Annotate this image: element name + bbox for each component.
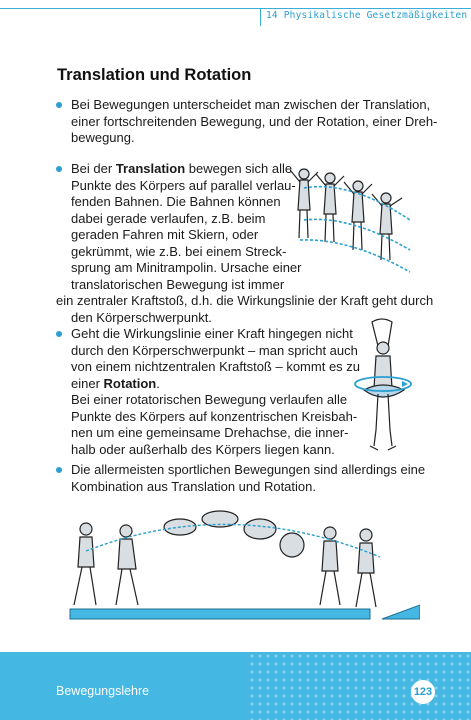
footer-label: Bewegungslehre <box>56 684 150 698</box>
text-line: translatorischen Bewegung ist immer <box>71 276 285 292</box>
text-line: einer fortschreitenden Bewegung, und der Rotation, einer Dreh- <box>71 113 438 129</box>
rotation-arrow-icon <box>402 381 408 387</box>
text-span: bewegen sich alle <box>185 161 293 176</box>
chapter-title: 14 Physikalische Gesetzmäßigkeiten <box>266 10 468 21</box>
section-title: Translation und Rotation <box>57 66 252 84</box>
chapter-header <box>0 0 471 30</box>
text-line: dabei gerade verlaufen, z.B. beim <box>71 210 266 226</box>
text-line: Bei einer rotatorischen Bewegung verlaufen alle <box>71 392 348 407</box>
text-line: fenden Bahnen. Die Bahnen können <box>71 194 281 209</box>
bullet-dot-icon <box>56 166 62 172</box>
text-line: bewegung. <box>71 130 135 145</box>
somersault-sequence-illustration <box>60 505 420 625</box>
text-line <box>71 376 360 393</box>
term-rotation: Rotation <box>103 375 157 391</box>
text-span: einer <box>71 375 104 391</box>
term-translation: Translation <box>115 161 186 176</box>
text-line: Die allermeisten sportlichen Bewegungen sind allerdings eine <box>71 462 426 477</box>
header-divider <box>260 8 261 26</box>
text-line: Geht die Wirkungslinie einer Kraft hingegen nicht <box>71 326 353 341</box>
text-line: durch den Körperschwerpunkt – man spricht auch <box>71 342 358 358</box>
text-line: nen um eine gemeinsame Drehachse, die inner- <box>71 425 349 440</box>
text-line: von einem nichtzentralen Kraftstoß – kommt es zu <box>71 359 361 374</box>
text-line: geraden Fahren mit Skiern, oder <box>71 227 259 242</box>
bullet-dot-icon <box>56 102 62 108</box>
page-number: 123 <box>411 680 435 704</box>
bullet-dot-icon <box>56 467 62 473</box>
text-span: Bei der <box>71 161 116 176</box>
text-line: Punkte des Körpers auf konzentrischen Kreisbah- <box>71 408 358 424</box>
text-line: halb oder außerhalb des Körpers liegen kann. <box>71 441 335 457</box>
text-line: Bei Bewegungen unterscheidet man zwischen der Translation, <box>71 97 431 112</box>
text-line: Kombination aus Translation und Rotation. <box>71 478 316 494</box>
text-span: . <box>156 375 160 391</box>
header-line <box>0 8 471 9</box>
text-line: ein zentraler Kraftstoß, d.h. die Wirkungslinie der Kraft geht durch <box>56 293 434 308</box>
text-line: gekrümmt, wie z.B. bei einem Streck- <box>71 243 287 259</box>
text-line: Punkte des Körpers auf parallel verlau- <box>71 177 296 193</box>
rotation-pirouette-illustration <box>348 318 418 458</box>
text-line: den Körperschwerpunkt. <box>71 309 212 325</box>
bullet-dot-icon <box>56 331 62 337</box>
text-line: sprung am Minitrampolin. Ursache einer <box>71 260 302 275</box>
translation-jump-illustration <box>290 160 425 275</box>
